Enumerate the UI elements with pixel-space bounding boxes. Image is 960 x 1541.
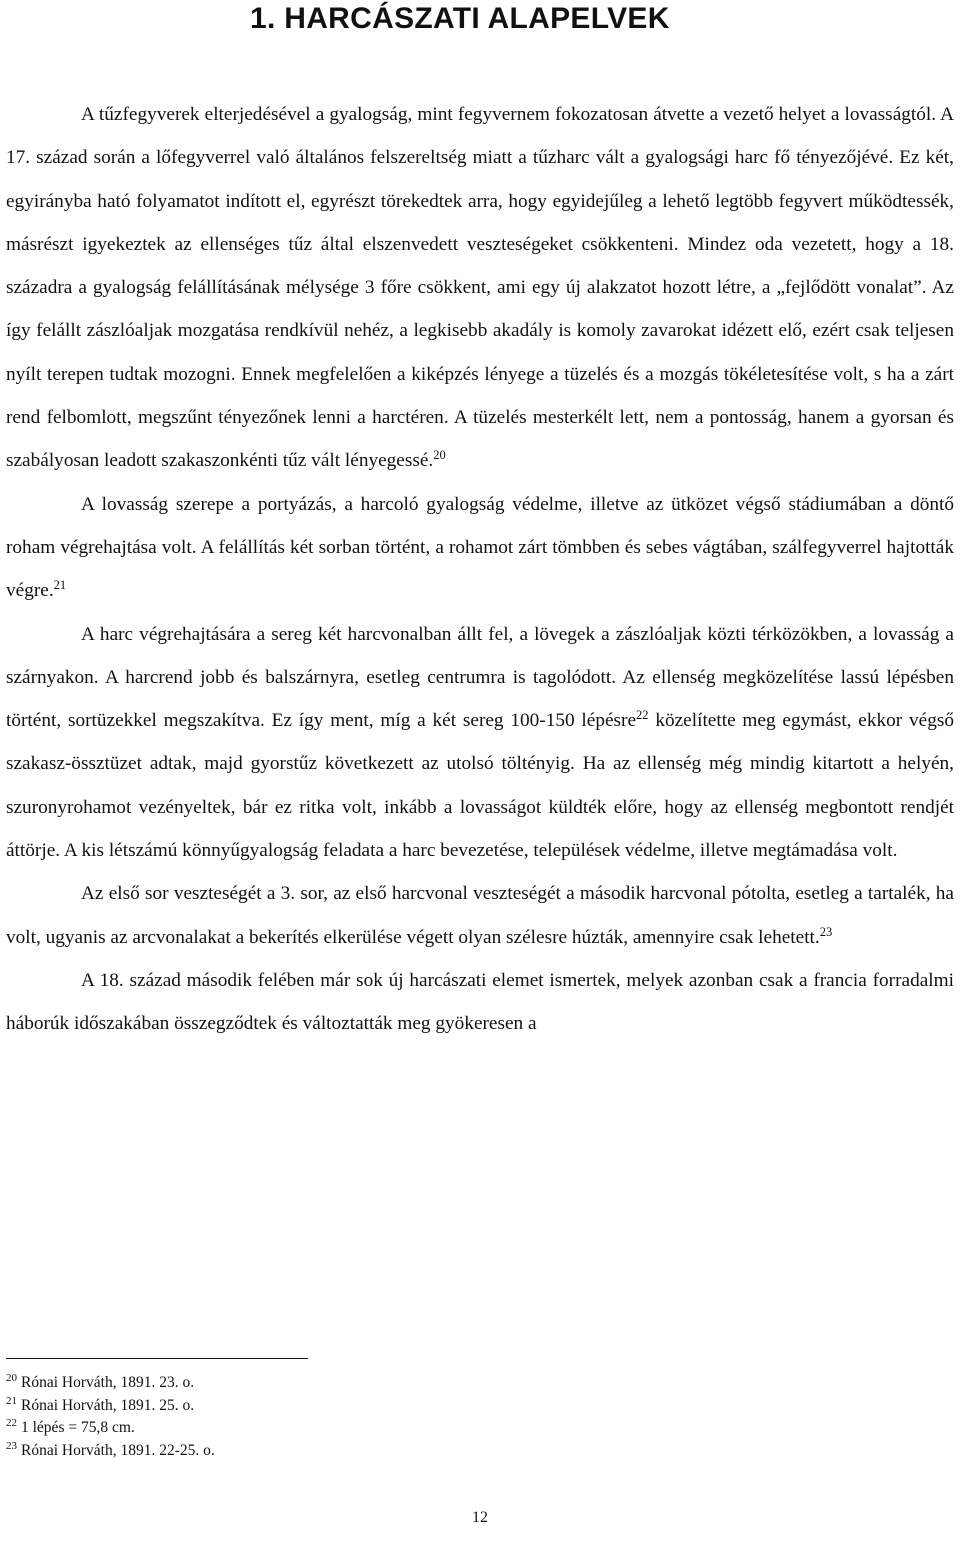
paragraph-1	[6, 93, 954, 483]
page-heading: 1. HARCÁSZATI ALAPELVEK	[250, 2, 670, 35]
footnote-ref-20[interactable]: 20	[433, 448, 446, 463]
page-number: 12	[472, 1509, 488, 1526]
footnote-23	[6, 1440, 215, 1463]
footnote-number: 20	[6, 1372, 17, 1384]
footnote-ref-21[interactable]: 21	[53, 578, 67, 593]
footnote-21	[6, 1395, 215, 1418]
footnote-divider	[6, 1358, 308, 1359]
footnote-text: Rónai Horváth, 1891. 23. o.	[21, 1374, 195, 1391]
paragraph-text: Az első sor veszteségét a 3. sor, az első harcvonal veszteségét a második harcvonal pótolta, esetleg a tartalék, ha volt, ugyanis az arcvonalakat a bekerítés elkerülése végett olyan szélesre húzták, amennyire csak lehetett.	[6, 883, 954, 948]
paragraph-3	[6, 613, 954, 873]
paragraph-text: A harc végrehajtására a sereg két harcvonalban állt fel, a lövegek a zászlóaljak közti térközökben, a lovasság a szárnyakon. A harcrend jobb és balszárnyra, esetleg centrumra is tagolódott. Az ellenség megközelítése lassú lépésben történt, sortüzekkel megszakítva. Ez így ment, míg a két sereg 100-150 lépésre	[6, 623, 954, 732]
footnote-number: 22	[6, 1417, 17, 1429]
footnote-text: Rónai Horváth, 1891. 22-25. o.	[21, 1441, 215, 1459]
footnote-number: 23	[6, 1439, 17, 1452]
paragraph-2	[6, 483, 954, 613]
footnote-20	[6, 1372, 215, 1395]
footnotes	[6, 1372, 215, 1462]
paragraph-4	[6, 872, 954, 959]
footnote-ref-22[interactable]: 22	[636, 708, 649, 723]
paragraph-text: A tűzfegyverek elterjedésével a gyalogság, mint fegyvernem fokozatosan átvette a vezető helyet a lovasságtól. A 17. század során a lőfegyverrel való általános felszereltség miatt a tűzharc vált a gyalogsági harc fő tényezőjévé. Ez két, egyirányba ható folyamatot indított el, egyrészt törekedtek arra, hogy egyidejűleg a lehető legtöbb fegyvert működtessék, másrészt igyekeztek az ellenséges tűz által elszenvedett veszteségeket csökkenteni. Mindez oda vezetett, hogy a 18. századra a gyalogság felállításának mélysége 3 főre csökkent, ami egy új alakzatot hozott létre, a „fejlődött vonalat”. Az így felállt zászlóaljak mozgatása rendkívül nehéz, a legkisebb akadály is komoly zavarokat idézett elő, ezért csak teljesen nyílt terepen tudtak mozogni. Ennek megfelelően a kiképzés lényege a tüzelés és a mozgás tökéletesítése volt, s ha a zárt rend felbomlott, megszűnt tényezőnek lenni a harctéren. A tüzelés mesterkélt lett, nem a pontosság, hanem a gyorsan és szabályosan leadott szakaszonkénti tűz vált lényegessé.	[6, 104, 954, 472]
footnote-number: 21	[6, 1394, 17, 1407]
paragraph-5	[6, 959, 954, 1046]
paragraph-text: A lovasság szerepe a portyázás, a harcoló gyalogság védelme, illetve az ütközet végső stádiumában a döntő roham végrehajtása volt. A felállítás két sorban történt, a rohamot zárt tömbben és sebes vágtában, szálfegyverrel hajtották végre.	[6, 493, 954, 602]
footnote-text: Rónai Horváth, 1891. 25. o.	[21, 1396, 195, 1414]
paragraph-text: A 18. század második felében már sok új harcászati elemet ismertek, melyek azonban csak a francia forradalmi háborúk időszakában összegződtek és változtatták meg gyökeresen a	[6, 969, 954, 1035]
footnote-text: 1 lépés = 75,8 cm.	[21, 1419, 135, 1436]
body-text	[6, 93, 954, 1046]
paragraph-text: közelítette meg egymást, ekkor végső szakasz-össztüzet adtak, majd gyorstűz következett az utolsó töltényig. Ha az ellenség még mindig kitartott a helyén, szuronyrohamot vezényeltek, bár ez ritka volt, inkább a lovasságot küldték előre, hogy az ellenség megbontott rendjét áttörje. A kis létszámú könnyűgyalogság feladata a harc bevezetése, települések védelme, illetve megtámadása volt.	[6, 710, 954, 862]
footnote-22	[6, 1417, 215, 1440]
footnote-ref-23[interactable]: 23	[819, 924, 833, 939]
